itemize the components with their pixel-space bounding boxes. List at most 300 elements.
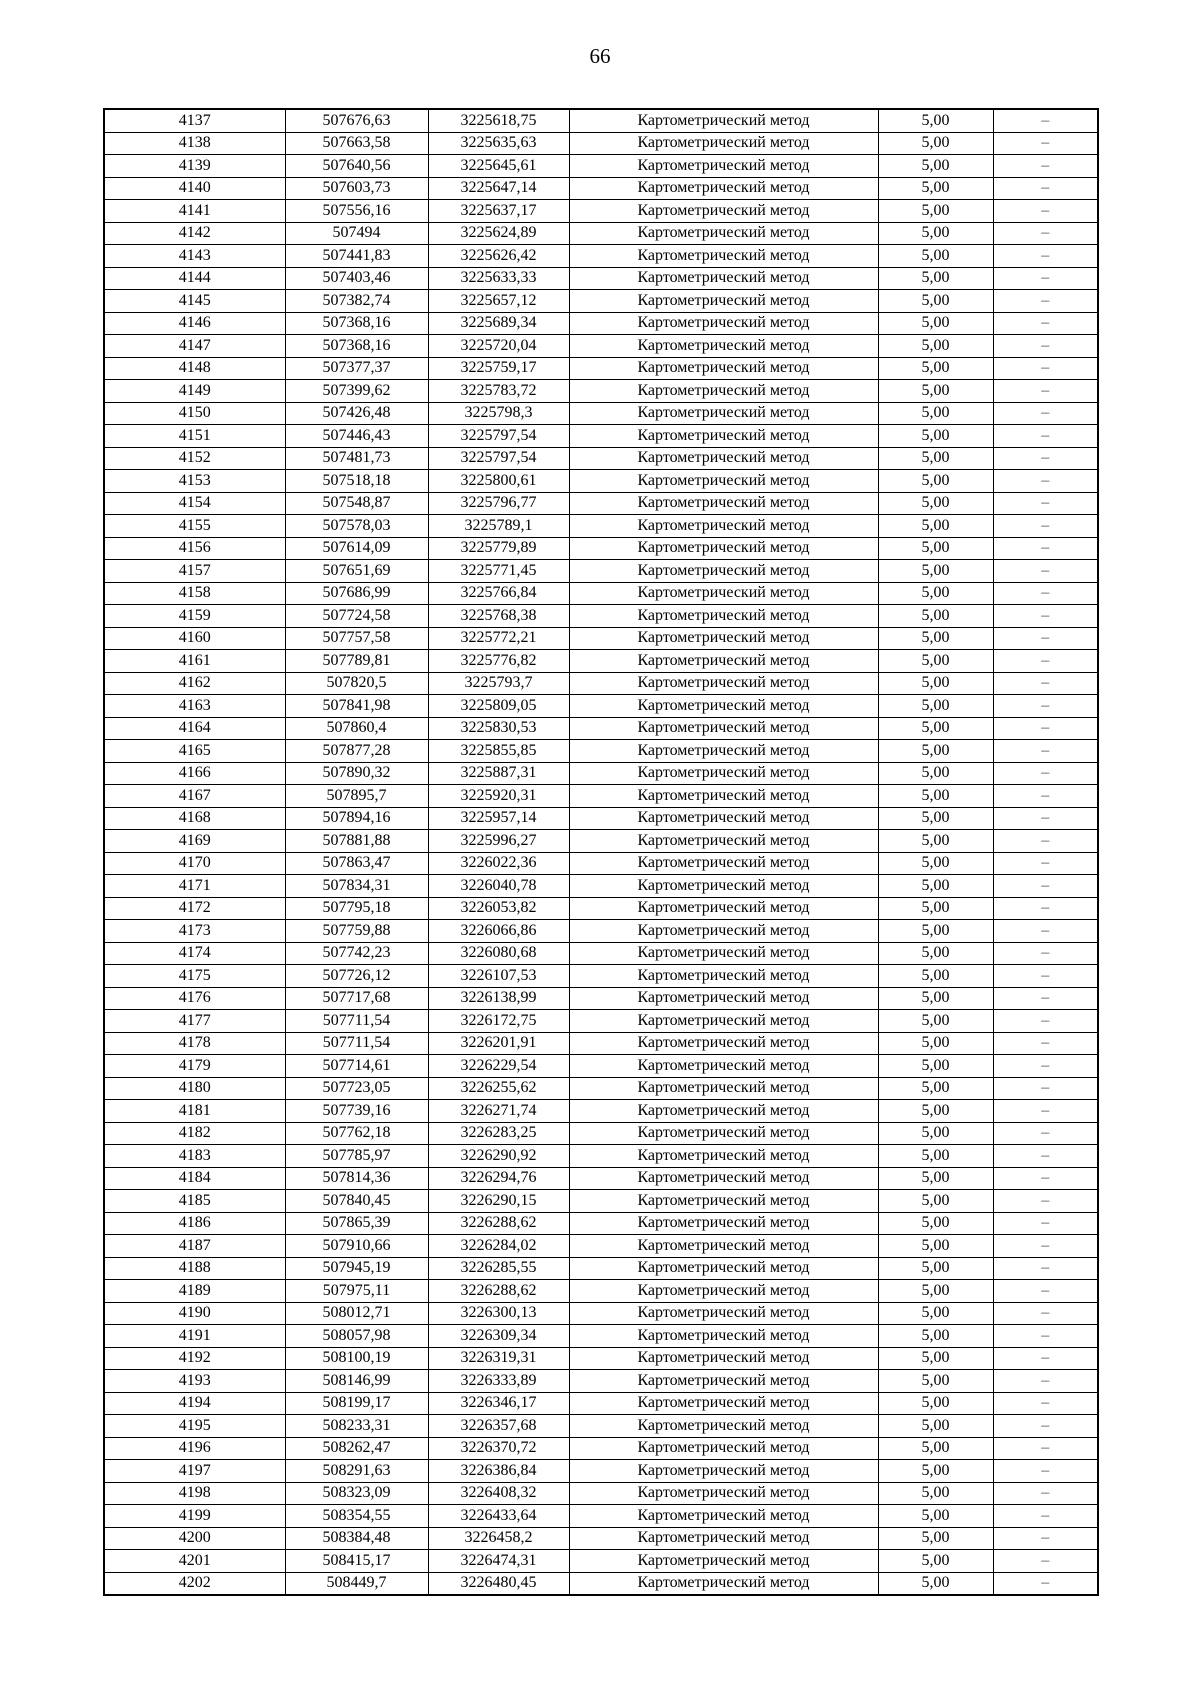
note-cell: –	[993, 109, 1098, 132]
accuracy-cell: 5,00	[878, 672, 993, 695]
x-coordinate-cell: 507759,88	[285, 920, 428, 943]
note-cell: –	[993, 807, 1098, 830]
table-row	[104, 357, 1098, 380]
point-number-cell: 4142	[104, 222, 285, 245]
table-row	[104, 717, 1098, 740]
coordinates-table	[103, 108, 1099, 1596]
table-row	[104, 1370, 1098, 1393]
x-coordinate-cell: 507863,47	[285, 852, 428, 875]
point-number-cell: 4180	[104, 1077, 285, 1100]
point-number-cell: 4173	[104, 920, 285, 943]
accuracy-cell: 5,00	[878, 1302, 993, 1325]
method-cell: Картометрический метод	[569, 1392, 878, 1415]
x-coordinate-cell: 507578,03	[285, 515, 428, 538]
accuracy-cell: 5,00	[878, 875, 993, 898]
method-cell: Картометрический метод	[569, 1482, 878, 1505]
accuracy-cell: 5,00	[878, 897, 993, 920]
point-number-cell: 4184	[104, 1167, 285, 1190]
point-number-cell: 4144	[104, 267, 285, 290]
method-cell: Картометрический метод	[569, 1032, 878, 1055]
point-number-cell: 4189	[104, 1280, 285, 1303]
point-number-cell: 4176	[104, 987, 285, 1010]
note-cell: –	[993, 1550, 1098, 1573]
y-coordinate-cell: 3225771,45	[428, 560, 569, 583]
accuracy-cell: 5,00	[878, 267, 993, 290]
note-cell: –	[993, 132, 1098, 155]
note-cell: –	[993, 312, 1098, 335]
note-cell: –	[993, 1032, 1098, 1055]
x-coordinate-cell: 508233,31	[285, 1415, 428, 1438]
accuracy-cell: 5,00	[878, 222, 993, 245]
table-row	[104, 1280, 1098, 1303]
y-coordinate-cell: 3225783,72	[428, 380, 569, 403]
method-cell: Картометрический метод	[569, 695, 878, 718]
table-row	[104, 402, 1098, 425]
x-coordinate-cell: 507494	[285, 222, 428, 245]
point-number-cell: 4138	[104, 132, 285, 155]
point-number-cell: 4149	[104, 380, 285, 403]
method-cell: Картометрический метод	[569, 740, 878, 763]
table-row	[104, 1212, 1098, 1235]
method-cell: Картометрический метод	[569, 1145, 878, 1168]
accuracy-cell: 5,00	[878, 807, 993, 830]
method-cell: Картометрический метод	[569, 1190, 878, 1213]
note-cell: –	[993, 1460, 1098, 1483]
x-coordinate-cell: 507865,39	[285, 1212, 428, 1235]
point-number-cell: 4150	[104, 402, 285, 425]
method-cell: Картометрический метод	[569, 447, 878, 470]
y-coordinate-cell: 3226040,78	[428, 875, 569, 898]
point-number-cell: 4162	[104, 672, 285, 695]
method-cell: Картометрический метод	[569, 200, 878, 223]
accuracy-cell: 5,00	[878, 1145, 993, 1168]
x-coordinate-cell: 507686,99	[285, 582, 428, 605]
method-cell: Картометрический метод	[569, 267, 878, 290]
table-row	[104, 560, 1098, 583]
note-cell: –	[993, 740, 1098, 763]
x-coordinate-cell: 507726,12	[285, 965, 428, 988]
point-number-cell: 4200	[104, 1527, 285, 1550]
y-coordinate-cell: 3226370,72	[428, 1437, 569, 1460]
table-row	[104, 1190, 1098, 1213]
note-cell: –	[993, 1167, 1098, 1190]
table-row	[104, 1550, 1098, 1573]
method-cell: Картометрический метод	[569, 1370, 878, 1393]
y-coordinate-cell: 3225618,75	[428, 109, 569, 132]
point-number-cell: 4143	[104, 245, 285, 268]
x-coordinate-cell: 507841,98	[285, 695, 428, 718]
method-cell: Картометрический метод	[569, 245, 878, 268]
accuracy-cell: 5,00	[878, 1437, 993, 1460]
table-row	[104, 762, 1098, 785]
y-coordinate-cell: 3225796,77	[428, 492, 569, 515]
method-cell: Картометрический метод	[569, 335, 878, 358]
x-coordinate-cell: 507820,5	[285, 672, 428, 695]
method-cell: Картометрический метод	[569, 1347, 878, 1370]
x-coordinate-cell: 508199,17	[285, 1392, 428, 1415]
accuracy-cell: 5,00	[878, 290, 993, 313]
x-coordinate-cell: 507723,05	[285, 1077, 428, 1100]
table-row	[104, 1415, 1098, 1438]
y-coordinate-cell: 3225797,54	[428, 447, 569, 470]
accuracy-cell: 5,00	[878, 605, 993, 628]
accuracy-cell: 5,00	[878, 785, 993, 808]
point-number-cell: 4174	[104, 942, 285, 965]
note-cell: –	[993, 357, 1098, 380]
accuracy-cell: 5,00	[878, 717, 993, 740]
point-number-cell: 4156	[104, 537, 285, 560]
x-coordinate-cell: 507840,45	[285, 1190, 428, 1213]
method-cell: Картометрический метод	[569, 132, 878, 155]
y-coordinate-cell: 3226271,74	[428, 1100, 569, 1123]
accuracy-cell: 5,00	[878, 740, 993, 763]
point-number-cell: 4139	[104, 155, 285, 178]
accuracy-cell: 5,00	[878, 492, 993, 515]
y-coordinate-cell: 3226300,13	[428, 1302, 569, 1325]
y-coordinate-cell: 3226080,68	[428, 942, 569, 965]
x-coordinate-cell: 507894,16	[285, 807, 428, 830]
note-cell: –	[993, 1077, 1098, 1100]
table-row	[104, 1302, 1098, 1325]
method-cell: Картометрический метод	[569, 1122, 878, 1145]
table-row	[104, 897, 1098, 920]
table-row	[104, 1145, 1098, 1168]
point-number-cell: 4177	[104, 1010, 285, 1033]
note-cell: –	[993, 1010, 1098, 1033]
table-row	[104, 740, 1098, 763]
x-coordinate-cell: 507382,74	[285, 290, 428, 313]
y-coordinate-cell: 3225624,89	[428, 222, 569, 245]
note-cell: –	[993, 582, 1098, 605]
note-cell: –	[993, 447, 1098, 470]
y-coordinate-cell: 3225766,84	[428, 582, 569, 605]
table-row	[104, 132, 1098, 155]
note-cell: –	[993, 830, 1098, 853]
y-coordinate-cell: 3225626,42	[428, 245, 569, 268]
y-coordinate-cell: 3226408,32	[428, 1482, 569, 1505]
x-coordinate-cell: 508291,63	[285, 1460, 428, 1483]
note-cell: –	[993, 1235, 1098, 1258]
table-row	[104, 1482, 1098, 1505]
y-coordinate-cell: 3225996,27	[428, 830, 569, 853]
point-number-cell: 4169	[104, 830, 285, 853]
method-cell: Картометрический метод	[569, 627, 878, 650]
note-cell: –	[993, 515, 1098, 538]
accuracy-cell: 5,00	[878, 1122, 993, 1145]
y-coordinate-cell: 3226480,45	[428, 1572, 569, 1595]
accuracy-cell: 5,00	[878, 245, 993, 268]
x-coordinate-cell: 507676,63	[285, 109, 428, 132]
note-cell: –	[993, 1302, 1098, 1325]
method-cell: Картометрический метод	[569, 785, 878, 808]
y-coordinate-cell: 3226309,34	[428, 1325, 569, 1348]
y-coordinate-cell: 3225797,54	[428, 425, 569, 448]
y-coordinate-cell: 3226288,62	[428, 1280, 569, 1303]
y-coordinate-cell: 3225657,12	[428, 290, 569, 313]
accuracy-cell: 5,00	[878, 1460, 993, 1483]
accuracy-cell: 5,00	[878, 852, 993, 875]
y-coordinate-cell: 3225800,61	[428, 470, 569, 493]
table-row	[104, 425, 1098, 448]
table-row	[104, 447, 1098, 470]
x-coordinate-cell: 507945,19	[285, 1257, 428, 1280]
x-coordinate-cell: 508323,09	[285, 1482, 428, 1505]
y-coordinate-cell: 3226333,89	[428, 1370, 569, 1393]
accuracy-cell: 5,00	[878, 1077, 993, 1100]
x-coordinate-cell: 508262,47	[285, 1437, 428, 1460]
table-row	[104, 177, 1098, 200]
x-coordinate-cell: 507789,81	[285, 650, 428, 673]
table-row	[104, 1460, 1098, 1483]
y-coordinate-cell: 3226107,53	[428, 965, 569, 988]
point-number-cell: 4192	[104, 1347, 285, 1370]
table-row	[104, 1122, 1098, 1145]
point-number-cell: 4151	[104, 425, 285, 448]
method-cell: Картометрический метод	[569, 1100, 878, 1123]
method-cell: Картометрический метод	[569, 109, 878, 132]
y-coordinate-cell: 3226319,31	[428, 1347, 569, 1370]
table-row	[104, 1527, 1098, 1550]
method-cell: Картометрический метод	[569, 1550, 878, 1573]
x-coordinate-cell: 508354,55	[285, 1505, 428, 1528]
y-coordinate-cell: 3225645,61	[428, 155, 569, 178]
accuracy-cell: 5,00	[878, 1032, 993, 1055]
page-number: 66	[589, 44, 611, 68]
x-coordinate-cell: 507446,43	[285, 425, 428, 448]
point-number-cell: 4160	[104, 627, 285, 650]
note-cell: –	[993, 267, 1098, 290]
method-cell: Картометрический метод	[569, 357, 878, 380]
method-cell: Картометрический метод	[569, 402, 878, 425]
accuracy-cell: 5,00	[878, 1415, 993, 1438]
y-coordinate-cell: 3225830,53	[428, 717, 569, 740]
y-coordinate-cell: 3225759,17	[428, 357, 569, 380]
table-row	[104, 109, 1098, 132]
y-coordinate-cell: 3226474,31	[428, 1550, 569, 1573]
method-cell: Картометрический метод	[569, 672, 878, 695]
method-cell: Картометрический метод	[569, 1527, 878, 1550]
accuracy-cell: 5,00	[878, 627, 993, 650]
table-row	[104, 920, 1098, 943]
method-cell: Картометрический метод	[569, 942, 878, 965]
y-coordinate-cell: 3226386,84	[428, 1460, 569, 1483]
table-row	[104, 1032, 1098, 1055]
point-number-cell: 4183	[104, 1145, 285, 1168]
note-cell: –	[993, 942, 1098, 965]
point-number-cell: 4185	[104, 1190, 285, 1213]
table-row	[104, 1100, 1098, 1123]
y-coordinate-cell: 3226284,02	[428, 1235, 569, 1258]
table-row	[104, 650, 1098, 673]
point-number-cell: 4155	[104, 515, 285, 538]
accuracy-cell: 5,00	[878, 515, 993, 538]
method-cell: Картометрический метод	[569, 965, 878, 988]
note-cell: –	[993, 695, 1098, 718]
point-number-cell: 4147	[104, 335, 285, 358]
point-number-cell: 4157	[104, 560, 285, 583]
y-coordinate-cell: 3226138,99	[428, 987, 569, 1010]
method-cell: Картометрический метод	[569, 605, 878, 628]
note-cell: –	[993, 1257, 1098, 1280]
point-number-cell: 4158	[104, 582, 285, 605]
y-coordinate-cell: 3225789,1	[428, 515, 569, 538]
note-cell: –	[993, 402, 1098, 425]
y-coordinate-cell: 3226172,75	[428, 1010, 569, 1033]
x-coordinate-cell: 507368,16	[285, 335, 428, 358]
accuracy-cell: 5,00	[878, 1527, 993, 1550]
y-coordinate-cell: 3226053,82	[428, 897, 569, 920]
note-cell: –	[993, 560, 1098, 583]
x-coordinate-cell: 508012,71	[285, 1302, 428, 1325]
point-number-cell: 4168	[104, 807, 285, 830]
accuracy-cell: 5,00	[878, 987, 993, 1010]
note-cell: –	[993, 1055, 1098, 1078]
method-cell: Картометрический метод	[569, 762, 878, 785]
y-coordinate-cell: 3226290,92	[428, 1145, 569, 1168]
x-coordinate-cell: 507651,69	[285, 560, 428, 583]
y-coordinate-cell: 3226458,2	[428, 1527, 569, 1550]
accuracy-cell: 5,00	[878, 312, 993, 335]
method-cell: Картометрический метод	[569, 560, 878, 583]
x-coordinate-cell: 507711,54	[285, 1010, 428, 1033]
method-cell: Картометрический метод	[569, 470, 878, 493]
accuracy-cell: 5,00	[878, 965, 993, 988]
method-cell: Картометрический метод	[569, 1460, 878, 1483]
point-number-cell: 4153	[104, 470, 285, 493]
point-number-cell: 4167	[104, 785, 285, 808]
y-coordinate-cell: 3225772,21	[428, 627, 569, 650]
table-row	[104, 852, 1098, 875]
point-number-cell: 4202	[104, 1572, 285, 1595]
note-cell: –	[993, 1347, 1098, 1370]
method-cell: Картометрический метод	[569, 1235, 878, 1258]
note-cell: –	[993, 222, 1098, 245]
accuracy-cell: 5,00	[878, 357, 993, 380]
accuracy-cell: 5,00	[878, 132, 993, 155]
method-cell: Картометрический метод	[569, 875, 878, 898]
accuracy-cell: 5,00	[878, 650, 993, 673]
method-cell: Картометрический метод	[569, 920, 878, 943]
accuracy-cell: 5,00	[878, 1010, 993, 1033]
y-coordinate-cell: 3225633,33	[428, 267, 569, 290]
point-number-cell: 4146	[104, 312, 285, 335]
table-row	[104, 1235, 1098, 1258]
point-number-cell: 4171	[104, 875, 285, 898]
point-number-cell: 4201	[104, 1550, 285, 1573]
note-cell: –	[993, 717, 1098, 740]
method-cell: Картометрический метод	[569, 1167, 878, 1190]
y-coordinate-cell: 3225637,17	[428, 200, 569, 223]
table-row	[104, 267, 1098, 290]
point-number-cell: 4141	[104, 200, 285, 223]
y-coordinate-cell: 3226066,86	[428, 920, 569, 943]
table-row	[104, 672, 1098, 695]
y-coordinate-cell: 3226357,68	[428, 1415, 569, 1438]
point-number-cell: 4140	[104, 177, 285, 200]
method-cell: Картометрический метод	[569, 492, 878, 515]
table-row	[104, 222, 1098, 245]
x-coordinate-cell: 507663,58	[285, 132, 428, 155]
point-number-cell: 4172	[104, 897, 285, 920]
y-coordinate-cell: 3226294,76	[428, 1167, 569, 1190]
x-coordinate-cell: 507739,16	[285, 1100, 428, 1123]
method-cell: Картометрический метод	[569, 1415, 878, 1438]
accuracy-cell: 5,00	[878, 560, 993, 583]
accuracy-cell: 5,00	[878, 1482, 993, 1505]
method-cell: Картометрический метод	[569, 897, 878, 920]
point-number-cell: 4197	[104, 1460, 285, 1483]
accuracy-cell: 5,00	[878, 830, 993, 853]
point-number-cell: 4154	[104, 492, 285, 515]
method-cell: Картометрический метод	[569, 537, 878, 560]
x-coordinate-cell: 507403,46	[285, 267, 428, 290]
x-coordinate-cell: 507518,18	[285, 470, 428, 493]
accuracy-cell: 5,00	[878, 1212, 993, 1235]
y-coordinate-cell: 3225809,05	[428, 695, 569, 718]
coordinates-table-body	[104, 109, 1098, 1595]
accuracy-cell: 5,00	[878, 1257, 993, 1280]
x-coordinate-cell: 507785,97	[285, 1145, 428, 1168]
method-cell: Картометрический метод	[569, 1505, 878, 1528]
table-row	[104, 515, 1098, 538]
table-row	[104, 1257, 1098, 1280]
note-cell: –	[993, 1437, 1098, 1460]
x-coordinate-cell: 508057,98	[285, 1325, 428, 1348]
x-coordinate-cell: 507975,11	[285, 1280, 428, 1303]
y-coordinate-cell: 3226283,25	[428, 1122, 569, 1145]
note-cell: –	[993, 1145, 1098, 1168]
accuracy-cell: 5,00	[878, 537, 993, 560]
note-cell: –	[993, 380, 1098, 403]
x-coordinate-cell: 508449,7	[285, 1572, 428, 1595]
table-row	[104, 492, 1098, 515]
note-cell: –	[993, 1370, 1098, 1393]
accuracy-cell: 5,00	[878, 1550, 993, 1573]
method-cell: Картометрический метод	[569, 1572, 878, 1595]
table-row	[104, 1572, 1098, 1595]
y-coordinate-cell: 3225798,3	[428, 402, 569, 425]
accuracy-cell: 5,00	[878, 402, 993, 425]
y-coordinate-cell: 3225776,82	[428, 650, 569, 673]
y-coordinate-cell: 3226433,64	[428, 1505, 569, 1528]
point-number-cell: 4170	[104, 852, 285, 875]
method-cell: Картометрический метод	[569, 222, 878, 245]
note-cell: –	[993, 762, 1098, 785]
method-cell: Картометрический метод	[569, 290, 878, 313]
point-number-cell: 4145	[104, 290, 285, 313]
table-row	[104, 470, 1098, 493]
note-cell: –	[993, 1482, 1098, 1505]
x-coordinate-cell: 507481,73	[285, 447, 428, 470]
x-coordinate-cell: 508384,48	[285, 1527, 428, 1550]
point-number-cell: 4199	[104, 1505, 285, 1528]
accuracy-cell: 5,00	[878, 1280, 993, 1303]
method-cell: Картометрический метод	[569, 1437, 878, 1460]
method-cell: Картометрический метод	[569, 717, 878, 740]
point-number-cell: 4148	[104, 357, 285, 380]
y-coordinate-cell: 3225689,34	[428, 312, 569, 335]
x-coordinate-cell: 507910,66	[285, 1235, 428, 1258]
x-coordinate-cell: 508100,19	[285, 1347, 428, 1370]
table-row	[104, 537, 1098, 560]
y-coordinate-cell: 3225855,85	[428, 740, 569, 763]
y-coordinate-cell: 3226229,54	[428, 1055, 569, 1078]
y-coordinate-cell: 3226022,36	[428, 852, 569, 875]
point-number-cell: 4196	[104, 1437, 285, 1460]
accuracy-cell: 5,00	[878, 1505, 993, 1528]
note-cell: –	[993, 335, 1098, 358]
table-row	[104, 1077, 1098, 1100]
